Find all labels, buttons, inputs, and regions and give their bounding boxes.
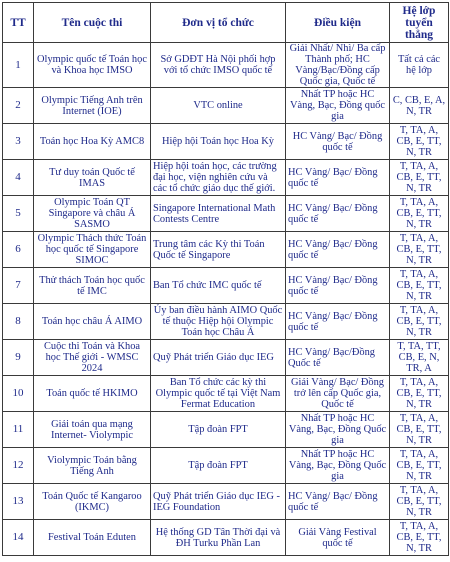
row-tt: 3 — [3, 124, 34, 160]
row-org: Singapore International Math Contests Centre — [151, 196, 286, 232]
row-name: Toán học Hoa Kỳ AMC8 — [34, 124, 151, 160]
row-org: Tập đoàn FPT — [151, 448, 286, 484]
row-cond: HC Vàng/ Bạc/ Đồng quốc tế — [286, 160, 390, 196]
row-cond: HC Vàng/ Bạc/ Đồng quốc tế — [286, 232, 390, 268]
header-cond: Điều kiện — [286, 3, 390, 43]
row-tt: 14 — [3, 520, 34, 556]
row-cond: Giải Nhất/ Nhì/ Ba cấp Thành phố; HC Vàng/Bạc/Đồng cấp Quốc gia, Quốc tế — [286, 43, 390, 88]
table-row — [3, 376, 449, 412]
header-level: Hệ lớp tuyển thẳng — [390, 3, 449, 43]
table-header-row — [3, 3, 449, 43]
row-cond: Nhất TP hoặc HC Vàng, Bạc, Đồng Quốc gia — [286, 412, 390, 448]
row-org: Sở GDĐT Hà Nội phối hợp với tổ chức IMSO quốc tế — [151, 43, 286, 88]
row-name: Toán Quốc tế Kangaroo (IKMC) — [34, 484, 151, 520]
row-level: T, TA, A, CB, E, TT, N, TR — [390, 448, 449, 484]
row-tt: 6 — [3, 232, 34, 268]
row-tt: 9 — [3, 340, 34, 376]
row-tt: 5 — [3, 196, 34, 232]
row-cond: HC Vàng/ Bạc/ Đồng quốc tế — [286, 268, 390, 304]
row-name: Olympic Thách thức Toán học quốc tế Singapore SIMOC — [34, 232, 151, 268]
row-name: Festival Toán Eduten — [34, 520, 151, 556]
row-tt: 11 — [3, 412, 34, 448]
table-row — [3, 448, 449, 484]
table-row — [3, 124, 449, 160]
row-org: VTC online — [151, 88, 286, 124]
row-tt: 1 — [3, 43, 34, 88]
row-name: Cuộc thi Toán và Khoa học Thế giới - WMSC 2024 — [34, 340, 151, 376]
row-org: Hiệp hội toán học, các trường đại học, viện nghiên cứu và các tổ chức giáo dục thế giới. — [151, 160, 286, 196]
row-org: Quỹ Phát triển Giáo dục IEG - IEG Foundation — [151, 484, 286, 520]
row-cond: Giải Vàng Festival quốc tế — [286, 520, 390, 556]
row-tt: 7 — [3, 268, 34, 304]
row-org: Hiệp hội Toán học Hoa Kỳ — [151, 124, 286, 160]
competition-table — [2, 2, 449, 556]
row-cond: HC Vàng/ Bạc/ Đồng quốc tế — [286, 484, 390, 520]
table-row — [3, 268, 449, 304]
row-name: Olympic Tiếng Anh trên Internet (IOE) — [34, 88, 151, 124]
row-tt: 12 — [3, 448, 34, 484]
row-level: Tất cả các hệ lớp — [390, 43, 449, 88]
row-name: Toán học châu Á AIMO — [34, 304, 151, 340]
row-name: Violympic Toán bằng Tiếng Anh — [34, 448, 151, 484]
row-level: T, TA, A, CB, E, TT, N, TR — [390, 412, 449, 448]
row-cond: HC Vàng/ Bạc/Đồng Quốc tế — [286, 340, 390, 376]
table-row — [3, 232, 449, 268]
row-level: T, TA, A, CB, E, TT, N, TR — [390, 268, 449, 304]
row-cond: Giải Vàng/ Bạc/ Đồng trở lên cấp Quốc gia, Quốc tế — [286, 376, 390, 412]
row-level: T, TA, A, CB, E, TT, N, TR — [390, 376, 449, 412]
row-org: Quỹ Phát triển Giáo dục IEG — [151, 340, 286, 376]
row-level: T, TA, A, CB, E, TT, N, TR — [390, 124, 449, 160]
row-cond: HC Vàng/ Bạc/ Đồng quốc tế — [286, 304, 390, 340]
table-row — [3, 484, 449, 520]
row-org: Trung tâm các Kỳ thi Toán Quốc tế Singapore — [151, 232, 286, 268]
row-tt: 10 — [3, 376, 34, 412]
header-org: Đơn vị tổ chức — [151, 3, 286, 43]
row-cond: HC Vàng/ Bạc/ Đồng quốc tế — [286, 196, 390, 232]
row-cond: HC Vàng/ Bạc/ Đồng quốc tế — [286, 124, 390, 160]
row-level: T, TA, A, CB, E, TT, N, TR — [390, 520, 449, 556]
row-org: Ban Tổ chức IMC quốc tế — [151, 268, 286, 304]
row-name: Giải toán qua mạng Internet- Violympic — [34, 412, 151, 448]
header-name: Tên cuộc thi — [34, 3, 151, 43]
table-row — [3, 412, 449, 448]
row-org: Hệ thống GD Tân Thời đại và ĐH Turku Phần Lan — [151, 520, 286, 556]
row-tt: 8 — [3, 304, 34, 340]
row-level: T, TA, A, CB, E, TT, N, TR — [390, 484, 449, 520]
row-name: Toán quốc tế HKIMO — [34, 376, 151, 412]
row-org: Ban Tổ chức các kỳ thi Olympic quốc tế tại Việt Nam Fermat Education — [151, 376, 286, 412]
row-tt: 4 — [3, 160, 34, 196]
table-row — [3, 520, 449, 556]
row-level: T, TA, TT, CB, E, N, TR, A — [390, 340, 449, 376]
row-level: C, CB, E, A, N, TR — [390, 88, 449, 124]
row-cond: Nhất TP hoặc HC Vàng, Bạc, Đồng Quốc gia — [286, 448, 390, 484]
table-row — [3, 88, 449, 124]
table-row — [3, 304, 449, 340]
row-tt: 13 — [3, 484, 34, 520]
row-org: Tập đoàn FPT — [151, 412, 286, 448]
row-name: Olympic quốc tế Toán học và Khoa học IMSO — [34, 43, 151, 88]
row-tt: 2 — [3, 88, 34, 124]
table-row — [3, 340, 449, 376]
row-name: Thử thách Toán học quốc tế IMC — [34, 268, 151, 304]
row-level: T, TA, A, CB, E, TT, N, TR — [390, 196, 449, 232]
table-row — [3, 43, 449, 88]
header-tt: TT — [3, 3, 34, 43]
row-org: Ủy ban điều hành AIMO Quốc tế thuộc Hiệp hội Olympic Toán học Châu Á — [151, 304, 286, 340]
row-name: Tư duy toán Quốc tế IMAS — [34, 160, 151, 196]
row-level: T, TA, A, CB, E, TT, N, TR — [390, 304, 449, 340]
row-name: Olympic Toán QT Singapore và châu Á SASMO — [34, 196, 151, 232]
table-row — [3, 160, 449, 196]
row-level: T, TA, A, CB, E, TT, N, TR — [390, 160, 449, 196]
table-row — [3, 196, 449, 232]
row-level: T, TA, A, CB, E, TT, N, TR — [390, 232, 449, 268]
row-cond: Nhất TP hoặc HC Vàng, Bạc, Đồng quốc gia — [286, 88, 390, 124]
